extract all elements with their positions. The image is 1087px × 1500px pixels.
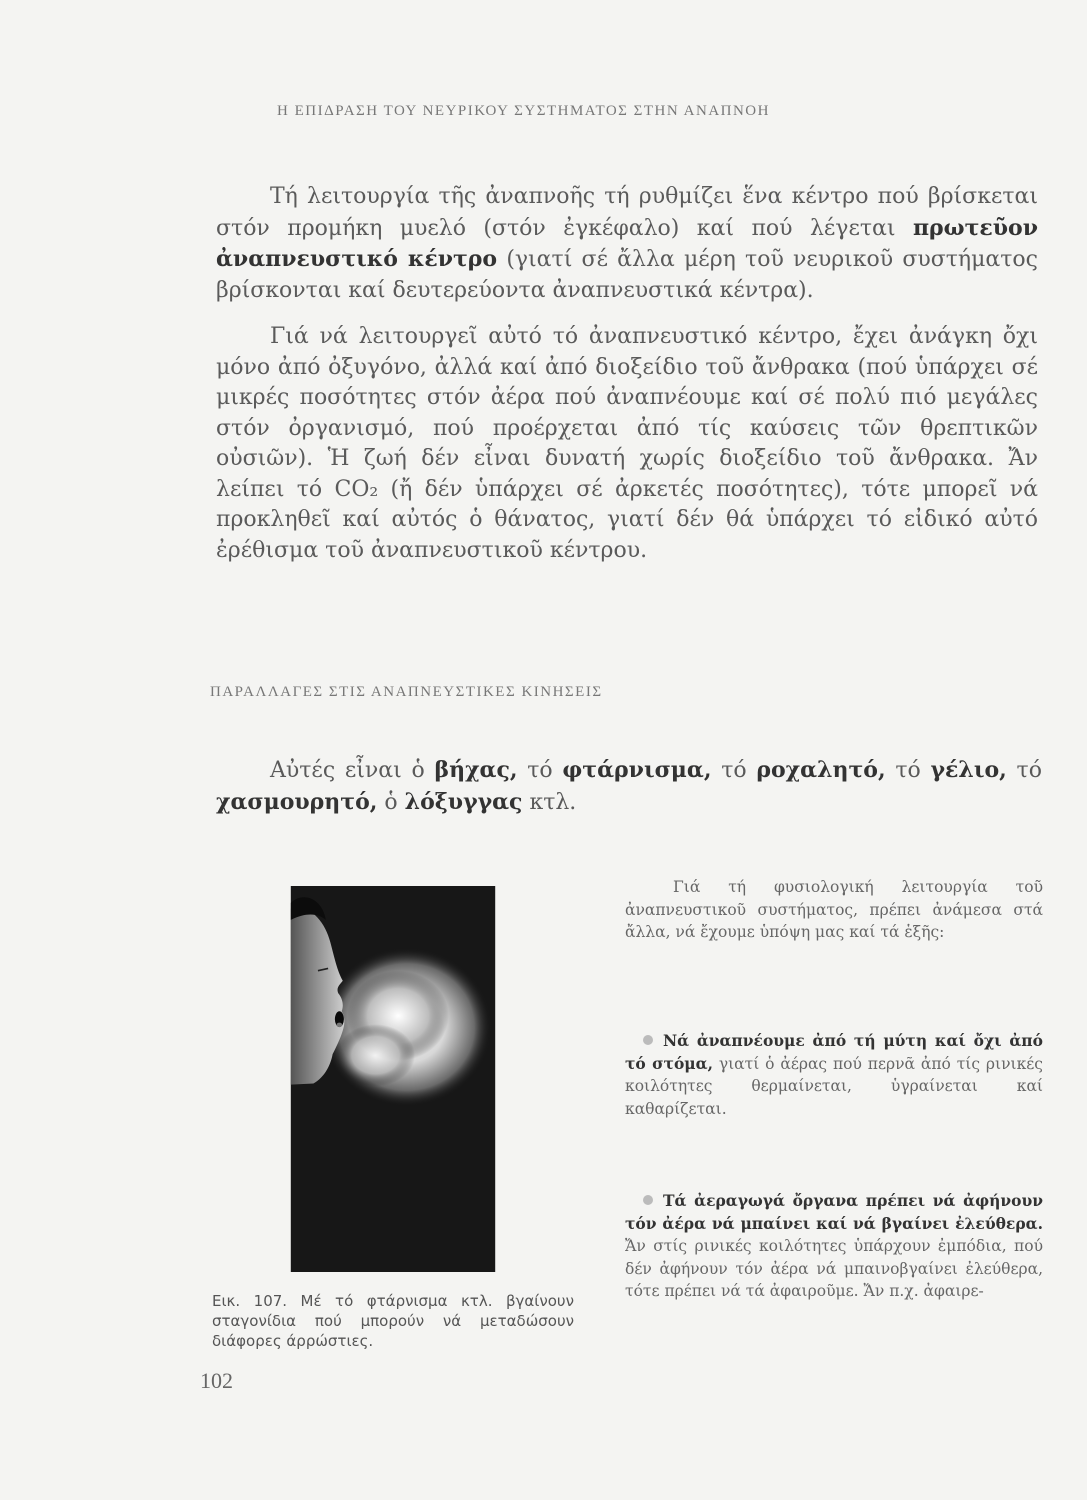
sidebar-tip-airways xyxy=(625,1190,1043,1303)
paragraph-variations xyxy=(216,755,1042,818)
tip-nose-text: γιατί ὁ ἀέρας πού περνᾶ ἀπό τίς ρινικές κοιλότητες θερμαίνεται, ὑγραίνεται καί καθαρίζεται. xyxy=(625,1054,1043,1118)
term-yawn: χασμουρητό, xyxy=(216,788,378,815)
tip-airways-bold: Τά ἀεραγωγά ὄργανα πρέπει νά ἀφήνουν τόν ἀέρα νά μπαίνει καί νά βγαίνει ἐλεύθερα. xyxy=(625,1191,1043,1233)
p3-t7: κτλ. xyxy=(522,789,577,815)
term-laugh: γέλιο, xyxy=(930,757,1007,783)
term-cough: βήχας, xyxy=(434,757,518,783)
bullet-icon xyxy=(643,1035,653,1045)
p3-t6: ὁ xyxy=(377,789,405,815)
section-heading-nervous-system: Η ΕΠΙΔΡΑΣΗ ΤΟΥ ΝΕΥΡΙΚΟΥ ΣΥΣΤΗΜΑΤΟΣ ΣΤΗΝ ΑΝΑΠΝΟΗ xyxy=(277,103,770,119)
paragraph-co2: Γιά νά λειτουργεῖ αὐτό τό ἀναπνευστικό κέντρο, ἔχει ἀνάγκη ὄχι μόνο ἀπό ὀξυγόνο, ἀλλά καί ἀπό διοξείδιο τοῦ ἄνθρακα (πού ὑπάρχει σέ μικρές ποσότητες στόν ἀέρα πού ἀναπνέουμε καί σέ πολύ πιό μεγάλες στόν ὀργανισμό, πού προέρχεται ἀπό τίς καύσεις τῶν θρεπτικῶν οὐσιῶν). Ἡ ζωή δέν εἶναι δυνατή χωρίς διοξείδιο τοῦ ἄνθρακα. Ἄν λείπει τό CO₂ (ἤ δέν ὑπάρχει σέ ἀρκετές ποσότητες), τότε μπορεῖ νά προκληθεῖ καί αὐτός ὁ θάνατος, γιατί δέν θά ὑπάρχει τό εἰδικό αὐτό ἐρέθισμα τοῦ ἀναπνευστικοῦ κέντρου. xyxy=(216,324,1038,563)
p3-t2: τό xyxy=(517,758,563,783)
p1-bold-term: πρωτεῦον ἀναπνευστικό κέντρο xyxy=(216,214,1038,272)
p1-text-a: Τή λειτουργία τῆς ἀναπνοῆς τή ρυθμίζει ἕνα κέντρο πού βρίσκεται στόν προμήκη μυελό (στόν ἐγκέφαλο) καί πού λέγεται xyxy=(216,184,1038,241)
p1-text-c: (γιατί σέ ἄλλα μέρη τοῦ νευρικοῦ συστήματος βρίσκονται καί δευτερεύοντα ἀναπνευστικά κέντρα). xyxy=(216,247,1038,303)
paragraph-respiratory-center xyxy=(216,182,1038,306)
p3-t3: τό xyxy=(711,758,757,783)
sneeze-photo xyxy=(212,886,574,1272)
p3-t4: τό xyxy=(885,758,931,783)
term-snore: ροχαλητό, xyxy=(756,757,886,783)
page-number: 102 xyxy=(200,1368,233,1393)
term-hiccup: λόξυγγας xyxy=(404,788,523,815)
figure-caption: Εικ. 107. Μέ τό φτάρνισμα κτλ. βγαίνουν σταγονίδια πού μπορούν νά μεταδώσουν διάφορες άρρώστιες. xyxy=(212,1292,574,1350)
tip-nose-bold: Νά ἀναπνέουμε ἀπό τή μύτη καί ὄχι ἀπό τό στόμα, xyxy=(625,1031,1043,1073)
p3-t5: τό xyxy=(1006,758,1042,783)
term-sneeze: φτάρνισμα, xyxy=(562,757,712,783)
tip-airways-text: Ἄν στίς ρινικές κοιλότητες ὑπάρχουν ἐμπόδια, πού δέν ἀφήνουν τόν ἀέρα νά μπαινοβγαίνει ἐλεύθερα, τότε πρέπει νά τά ἀφαιροῦμε. Ἄν π.χ. ἀφαιρε- xyxy=(625,1237,1043,1300)
sidebar-tip-nose xyxy=(625,1030,1043,1120)
sidebar-intro: Γιά τή φυσιολογική λειτουργία τοῦ ἀναπνευστικοῦ συστήματος, πρέπει ἀνάμεσα στά ἄλλα, νά ἔχουμε ὑπόψη μας καί τά ἑξῆς: xyxy=(625,878,1043,941)
bullet-icon xyxy=(643,1195,653,1205)
section-heading-variations: ΠΑΡΑΛΛΑΓΕΣ ΣΤΙΣ ΑΝΑΠΝΕΥΣΤΙΚΕΣ ΚΙΝΗΣΕΙΣ xyxy=(210,684,603,700)
p3-t1: Αὐτές εἶναι ὁ xyxy=(270,758,435,783)
